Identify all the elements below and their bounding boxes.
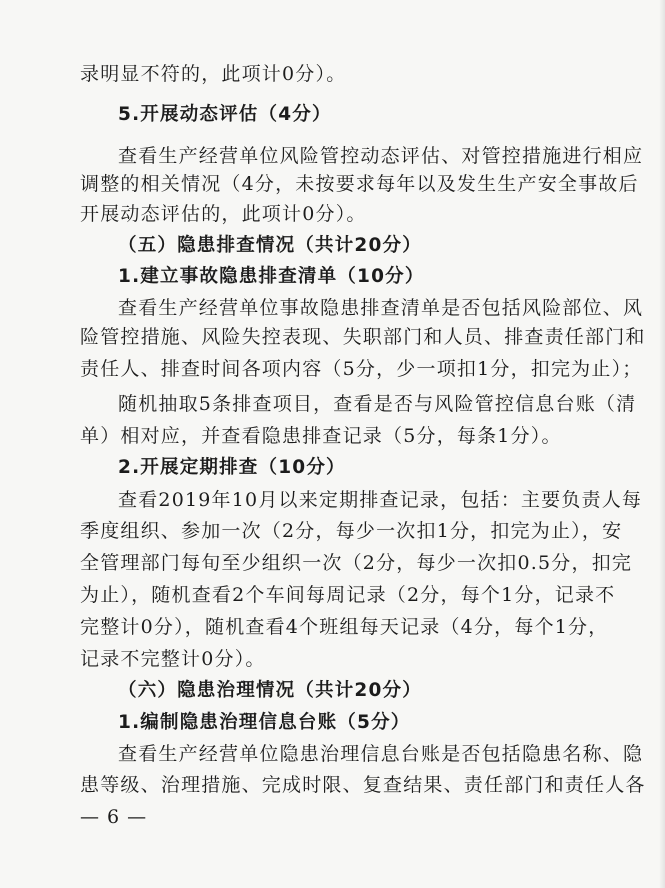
- text-line: 录明显不符的，此项计0分）。: [80, 63, 347, 85]
- section-heading: 5.开展动态评估（4分）: [118, 104, 332, 125]
- section-heading: 1.编制隐患治理信息台账（5分）: [118, 712, 411, 733]
- text-line: 开展动态评估的，此项计0分）。: [80, 203, 367, 225]
- text-line: 查看2019年10月以来定期排查记录，包括：主要负责人每: [118, 489, 643, 511]
- text-line: 险管控措施、风险失控表现、失职部门和人员、排查责任部门和: [80, 326, 646, 348]
- text-line: 季度组织、参加一次（2分，每少一次扣1分，扣完为止），安: [80, 520, 623, 542]
- section-heading: （五）隐患排查情况（共计20分）: [118, 235, 422, 256]
- text-line: 查看生产经营单位事故隐患排查清单是否包括风险部位、风: [118, 297, 644, 319]
- text-line: 完整计0分），随机查看4个班组每天记录（4分，每个1分，: [80, 616, 609, 638]
- text-line: 查看生产经营单位隐患治理信息台账是否包括隐患名称、隐: [118, 743, 644, 765]
- section-heading: 1.建立事故隐患排查清单（10分）: [118, 266, 425, 287]
- text-line: 单）相对应，并查看隐患排查记录（5分，每条1分）。: [80, 425, 562, 447]
- text-line: 查看生产经营单位风险管控动态评估、对管控措施进行相应: [118, 145, 644, 167]
- text-line: 患等级、治理措施、完成时限、复查结果、责任部门和责任人各: [80, 774, 646, 796]
- text-line: 记录不完整计0分）。: [80, 648, 266, 670]
- page-number: — 6 —: [80, 806, 148, 828]
- section-heading: （六）隐患治理情况（共计20分）: [118, 680, 422, 701]
- text-line: 全管理部门每旬至少组织一次（2分，每少一次扣0.5分，扣完: [80, 552, 633, 574]
- text-line: 为止），随机查看2个车间每周记录（2分，每个1分，记录不: [80, 584, 616, 606]
- page-edge-shadow: [659, 0, 665, 888]
- text-line: 责任人、排查时间各项内容（5分，少一项扣1分，扣完为止）；: [80, 358, 643, 380]
- text-line: 调整的相关情况（4分，未按要求每年以及发生生产安全事故后: [80, 173, 639, 195]
- text-line: 随机抽取5条排查项目，查看是否与风险管控信息台账（清: [118, 393, 637, 415]
- section-heading: 2.开展定期排查（10分）: [118, 457, 346, 478]
